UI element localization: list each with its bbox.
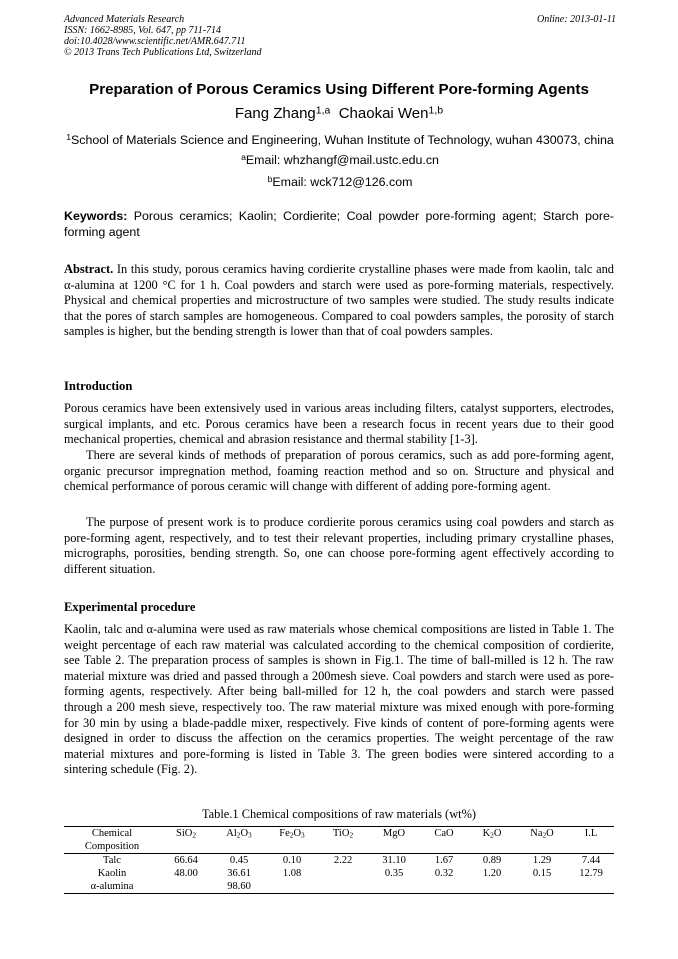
table-cell: 0.15 bbox=[532, 868, 552, 879]
section-heading-introduction: Introduction bbox=[64, 379, 133, 393]
table-header-cell: Composition bbox=[64, 840, 160, 854]
table-header-cell: $K_2O$ bbox=[468, 827, 516, 841]
table-cell: 1.20 bbox=[482, 868, 502, 879]
table-1-caption: Table.1 Chemical compositions of raw materials (wt%) bbox=[201, 807, 477, 821]
table-row-label: Talc bbox=[103, 855, 121, 866]
table-header-cell: SiO$_2$ bbox=[160, 827, 212, 841]
table-header-cell: TiO$_2$ bbox=[318, 827, 368, 841]
keywords-text: Porous ceramics; Kaolin; Cordierite; Coal powder pore-forming agent; Starch pore-forming agent bbox=[64, 209, 615, 239]
email-sup: b bbox=[267, 174, 273, 185]
table-cell: 1.29 bbox=[532, 855, 552, 866]
keywords bbox=[64, 208, 614, 240]
journal-header bbox=[64, 14, 616, 58]
email-sup: a bbox=[241, 152, 246, 163]
table-cell: 0.45 bbox=[229, 855, 249, 866]
journal-name: Advanced Materials Research bbox=[64, 14, 185, 25]
issn-line: ISSN: 1662-8985, Vol. 647, pp 711-714 bbox=[64, 25, 222, 36]
table-cell bbox=[468, 880, 516, 894]
table-cell bbox=[160, 880, 212, 894]
intro-paragraph-1: Porous ceramics have been extensively used in various areas including filters, catalyst supporters, electrodes, surgical implants, and etc. Porous ceramics have been a research focus in recent years due to their good mechanical properties, chemical and abrasion resistance and thermal stability [1-3]. bbox=[64, 401, 614, 447]
author-sup: 1,a bbox=[315, 104, 331, 117]
abstract bbox=[64, 262, 614, 340]
doi-line: doi:10.4028/www.scientific.net/AMR.647.711 bbox=[64, 36, 246, 47]
table-cell: 98.60 bbox=[212, 880, 266, 894]
table-header-cell: $Na_2O$ bbox=[516, 827, 568, 841]
table-header-cell: MgO bbox=[368, 827, 420, 841]
abstract-text: In this study, porous ceramics having cordierite crystalline phases were made from kaolin, talc and α-alumina at 1200 °C for 1 h. Coal powders and starch were used as pore-forming materials, respectively. Physical and chemical properties and microstructure of two samples were studied. The study results indicate that the pores of starch samples are homogeneous. Compared to coal powders samples, the porosity of starch samples is higher, but the bending strength is lower than that of coal powders samples. bbox=[64, 262, 614, 339]
table-header-row bbox=[64, 827, 614, 841]
author-name: Fang Zhang bbox=[234, 105, 316, 122]
paper-title: Preparation of Porous Ceramics Using Different Pore-forming Agents bbox=[89, 81, 589, 98]
author-list bbox=[64, 104, 614, 124]
online-date: Online: 2013-01-11 bbox=[537, 14, 616, 25]
table-cell bbox=[368, 880, 420, 894]
table-cell: 0.32 bbox=[434, 868, 454, 879]
table-cell bbox=[318, 880, 368, 894]
abstract-label: Abstract. bbox=[64, 262, 114, 276]
table-cell: 12.79 bbox=[579, 868, 603, 879]
copyright-line: © 2013 Trans Tech Publications Ltd, Switzerland bbox=[64, 47, 262, 58]
table-cell: 1.67 bbox=[434, 855, 454, 866]
experimental-paragraph: Kaolin, talc and α-alumina were used as raw materials whose chemical compositions are listed in Table 1. The weight percentage of each raw material was calculated according to the chemical composition of cordierite, see Table 2. The preparation process of samples is shown in Fig.1. The time of ball-milled is 12 h. The raw material mixture was dried and passed through a 200mesh sieve. Coal powders and starch were used as pore-forming agents, respectively. After being ball-milled for 12 h, the coal powders and starch were passed through a 200 mesh sieve, respectively too. The raw material mixture was mixed enough with pore-forming for 30 min by using a blade-paddle mixer, respectively. Five kinds of content of pore-forming agents were designed in order to discuss the affection on the ceramics properties. The weight percentage of the raw material mixtures and pore-forming is listed in Table 3. The green bodies were sintered according to a sintering schedule (Fig. 2). bbox=[64, 622, 614, 777]
table-header-cell: CaO bbox=[420, 827, 468, 841]
table-header-cell: $Al_2O_3$ bbox=[212, 827, 266, 841]
table-row bbox=[64, 867, 614, 880]
author-name: Chaokai Wen bbox=[338, 105, 429, 122]
table-row-label: α-alumina bbox=[64, 880, 160, 894]
table-cell bbox=[266, 880, 318, 894]
intro-paragraph-2: There are several kinds of methods of preparation of porous ceramics, such as add pore-forming agent, organic precursor impregnation method, foaming reaction method and so on. Structure and physical and chemical performance of porous ceramic will change with different of adding pore-forming agent. bbox=[64, 448, 614, 494]
author-sup: 1,b bbox=[428, 104, 444, 117]
table-header-cell: Chemical bbox=[64, 827, 160, 841]
affiliation-sup: 1 bbox=[66, 132, 72, 143]
table-cell bbox=[516, 880, 568, 894]
table-cell: 0.10 bbox=[282, 855, 302, 866]
table-cell: 36.61 bbox=[227, 868, 251, 879]
keywords-label: Keywords: bbox=[64, 209, 128, 223]
table-row bbox=[64, 854, 614, 868]
table-cell: 2.22 bbox=[333, 855, 353, 866]
table-header-cell: $Fe_2O_3$ bbox=[266, 827, 318, 841]
affiliation bbox=[64, 132, 616, 148]
table-cell: 66.64 bbox=[174, 855, 198, 866]
table-cell bbox=[568, 880, 614, 894]
table-cell: 31.10 bbox=[382, 855, 406, 866]
email-text: Email: whzhangf@mail.ustc.edu.cn bbox=[245, 153, 439, 167]
table-cell bbox=[420, 880, 468, 894]
table-cell: 0.89 bbox=[482, 855, 502, 866]
email-a bbox=[64, 152, 616, 168]
table-row bbox=[64, 880, 614, 894]
table-cell: 1.08 bbox=[282, 868, 302, 879]
table-header-row-2 bbox=[64, 840, 614, 854]
table-row-label: Kaolin bbox=[97, 868, 127, 879]
email-text: Email: wck712@126.com bbox=[272, 175, 413, 189]
section-heading-experimental: Experimental procedure bbox=[64, 600, 196, 614]
table-cell: 48.00 bbox=[174, 868, 198, 879]
intro-paragraph-3: The purpose of present work is to produce cordierite porous ceramics using coal powders and starch as pore-forming agent, respectively, and to test their relevant properties, including primary crystalline phases, micrographs, porosities, bending strength. So, one can choose pore-forming agent effectively according to different situation. bbox=[64, 515, 614, 576]
table-cell bbox=[318, 867, 368, 880]
email-b bbox=[64, 174, 616, 190]
affiliation-text: School of Materials Science and Engineering, Wuhan Institute of Technology, wuhan 430073, china bbox=[71, 133, 614, 147]
table-cell: 0.35 bbox=[384, 868, 404, 879]
table-cell: 7.44 bbox=[581, 855, 601, 866]
table-header-cell: I.L bbox=[568, 827, 614, 841]
table-1 bbox=[64, 826, 614, 894]
